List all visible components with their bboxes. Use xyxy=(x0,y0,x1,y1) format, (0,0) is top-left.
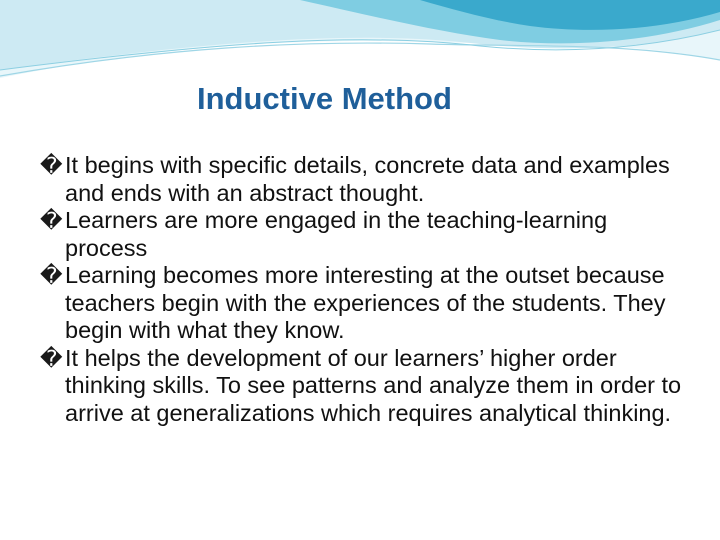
bullet-icon: � xyxy=(40,263,63,288)
bullet-item xyxy=(40,152,690,207)
bullet-text: It begins with specific details, concrete data and examples and ends with an abstract thought. xyxy=(65,152,670,206)
bullet-item xyxy=(40,262,690,345)
bullet-list xyxy=(40,152,690,427)
bullet-text: Learning becomes more interesting at the outset because teachers begin with the experiences of the students. They begin with what they know. xyxy=(65,262,666,343)
bullet-text: Learners are more engaged in the teaching-learning process xyxy=(65,207,608,261)
bullet-item xyxy=(40,207,690,262)
bullet-item xyxy=(40,345,690,428)
bullet-icon: � xyxy=(40,153,63,178)
slide-title: Inductive Method xyxy=(197,81,452,116)
bullet-text: It helps the development of our learners’ higher order thinking skills. To see patterns and analyze them in order to arrive at generalizations which requires analytical thinking. xyxy=(65,344,682,426)
bullet-icon: � xyxy=(40,208,63,233)
bullet-icon: � xyxy=(40,345,63,371)
